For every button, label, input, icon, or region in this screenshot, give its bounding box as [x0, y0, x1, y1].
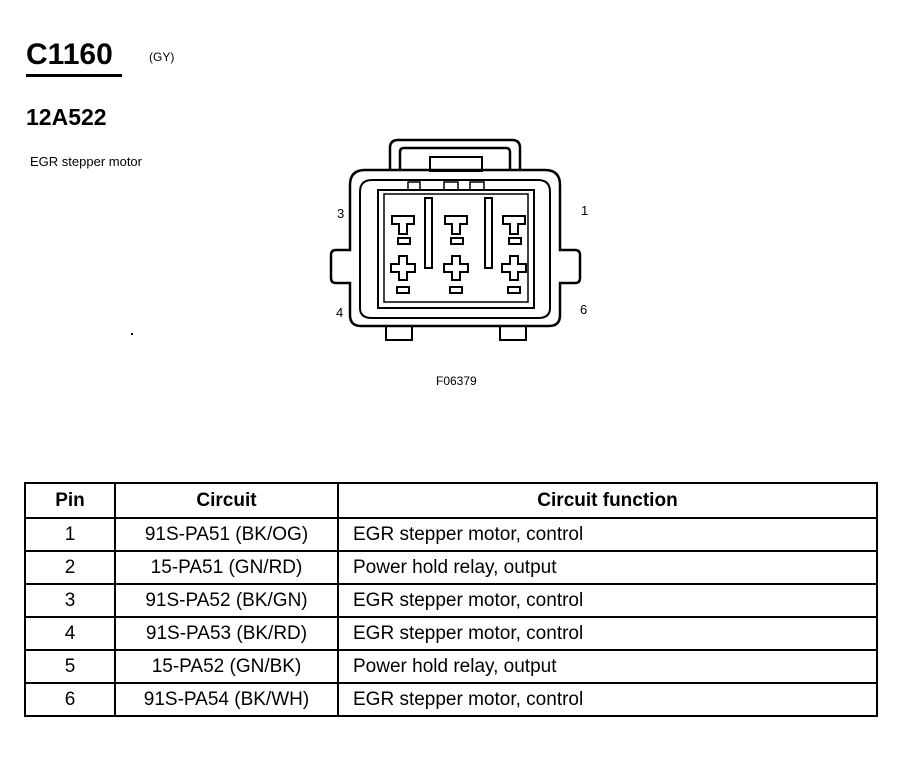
- terminal-pin-5: [444, 256, 468, 280]
- component-description: EGR stepper motor: [30, 154, 142, 169]
- pin-label-top-left: 3: [337, 206, 345, 221]
- cell-function: Power hold relay, output: [338, 551, 877, 584]
- cell-pin: 6: [25, 683, 115, 716]
- cell-pin: 5: [25, 650, 115, 683]
- cell-circuit: 15-PA51 (GN/RD): [115, 551, 338, 584]
- terminal-cavity-block: [378, 190, 534, 308]
- terminal-pin-1: [503, 216, 525, 234]
- separator-rib-right: [485, 198, 492, 268]
- terminal-pin-6: [502, 256, 526, 280]
- scan-artifact-dot: [131, 333, 133, 335]
- terminal-pin-3: [392, 216, 414, 234]
- connector-latch: [390, 140, 520, 170]
- pin-label-bottom-left: 4: [336, 305, 344, 320]
- cell-pin: 1: [25, 518, 115, 551]
- pin-label-top-right: 1: [581, 203, 589, 218]
- cell-pin: 4: [25, 617, 115, 650]
- cell-circuit: 91S-PA53 (BK/RD): [115, 617, 338, 650]
- terminal-pin-4: [391, 256, 415, 280]
- cell-function: EGR stepper motor, control: [338, 617, 877, 650]
- cell-circuit: 91S-PA54 (BK/WH): [115, 683, 338, 716]
- cell-function: EGR stepper motor, control: [338, 683, 877, 716]
- color-code: (GY): [149, 50, 175, 64]
- cell-pin: 3: [25, 584, 115, 617]
- connector-id: C1160: [26, 38, 113, 71]
- table-row: [25, 518, 877, 551]
- cell-pin: 2: [25, 551, 115, 584]
- table-row: [25, 584, 877, 617]
- cell-function: EGR stepper motor, control: [338, 518, 877, 551]
- column-header-circuit: Circuit: [115, 483, 338, 518]
- table-row: [25, 683, 877, 716]
- column-header-pin: Pin: [25, 483, 115, 518]
- cell-function: Power hold relay, output: [338, 650, 877, 683]
- column-header-circuit-function: Circuit function: [338, 483, 877, 518]
- connector-face-diagram: [320, 130, 590, 350]
- connector-foot-left: [386, 326, 412, 340]
- cell-circuit: 91S-PA51 (BK/OG): [115, 518, 338, 551]
- pin-label-bottom-right: 6: [580, 302, 588, 317]
- table-row: [25, 551, 877, 584]
- part-number: 12A522: [26, 104, 107, 130]
- cell-function: EGR stepper motor, control: [338, 584, 877, 617]
- pin-table: [24, 482, 878, 717]
- connector-inner-shell: [360, 180, 550, 318]
- connector-id-underline: [26, 74, 122, 77]
- connector-foot-right: [500, 326, 526, 340]
- table-row: [25, 617, 877, 650]
- terminal-pin-2: [445, 216, 467, 234]
- cell-circuit: 15-PA52 (GN/BK): [115, 650, 338, 683]
- cell-circuit: 91S-PA52 (BK/GN): [115, 584, 338, 617]
- pin-table-header-row: [25, 483, 877, 518]
- separator-rib-left: [425, 198, 432, 268]
- figure-id: F06379: [436, 374, 477, 388]
- table-row: [25, 650, 877, 683]
